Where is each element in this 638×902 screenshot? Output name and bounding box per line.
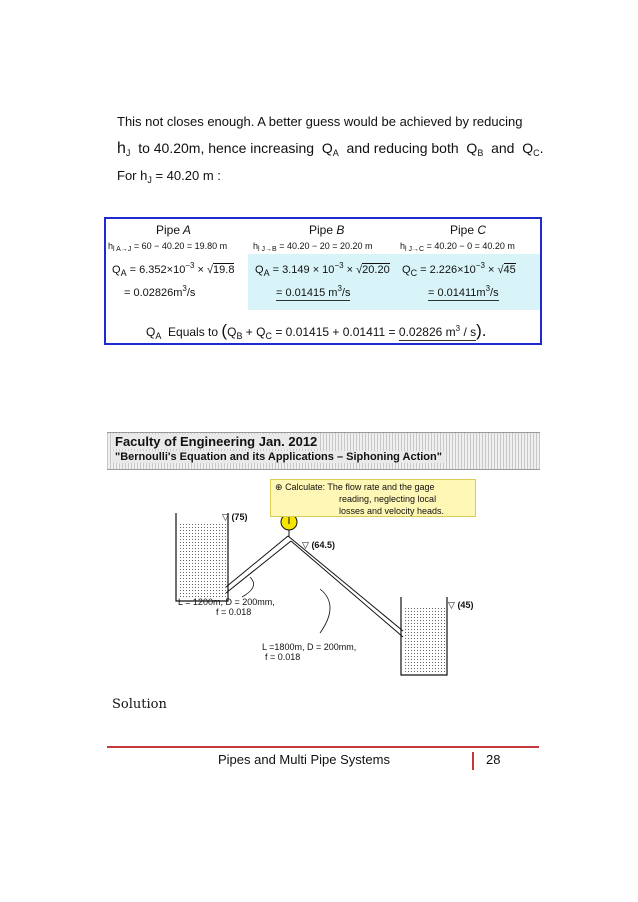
paragraph-line-1: This not closes enough. A better guess would be achieved by reducing — [117, 114, 523, 129]
symbol-h-sub: J — [125, 148, 131, 158]
flow-a-result — [124, 284, 195, 299]
flow-c-coef: = 2.226×10 — [420, 264, 476, 276]
line2-end: . — [539, 140, 544, 156]
footer-divider — [472, 752, 474, 770]
headloss-c — [400, 241, 515, 253]
summary-qc-sub: C — [265, 331, 272, 341]
pipe-2-label — [262, 642, 356, 662]
sqrt-icon: √ — [356, 264, 363, 276]
footer-rule — [107, 746, 539, 748]
header-pipe-c-word: Pipe — [450, 223, 475, 237]
summary-qc: Q — [256, 325, 266, 339]
water-level-icon: ▽ — [302, 540, 309, 550]
pipe-1-label — [178, 597, 275, 617]
calc-line-3: losses and velocity heads. — [339, 506, 445, 516]
symbol-qa: Q — [321, 140, 333, 156]
flow-b-result — [276, 284, 350, 301]
flow-b-q: Q — [255, 264, 264, 276]
summary-qa-sub: A — [155, 331, 162, 341]
lower-reservoir — [401, 597, 447, 675]
summary-qa: Q — [146, 325, 156, 339]
flow-c-unit-exp: 3 — [485, 284, 491, 293]
symbol-qb-sub: B — [477, 148, 484, 158]
headloss-b-expr: = 40.20 − 20 = 20.20 m — [279, 241, 373, 251]
line2-part2: and reducing both — [346, 140, 459, 156]
header-pipe-c-letter: C — [477, 223, 487, 237]
summary-qb: Q — [227, 325, 237, 339]
headloss-a-expr: = 60 − 40.20 = 19.80 m — [133, 241, 228, 251]
calc-bullet-icon: ⊕ — [275, 482, 283, 492]
pipe-1-leader — [242, 577, 254, 597]
headloss-c-h: h — [400, 241, 406, 251]
elevation-645-text: (64.5) — [311, 540, 335, 550]
banner-title: Faculty of Engineering Jan. 2012 — [112, 434, 320, 449]
elevation-75 — [222, 512, 247, 523]
pipe-1 — [226, 536, 291, 593]
headloss-a-sub: l A→J — [113, 246, 132, 253]
flow-c-mult: × — [487, 264, 495, 276]
headloss-a — [108, 241, 227, 253]
pipe-2 — [288, 536, 403, 637]
headloss-c-sub: l J→C — [405, 246, 425, 253]
headloss-c-expr: = 40.20 − 0 = 40.20 m — [426, 241, 515, 251]
line2-part1: to 40.20m, hence increasing — [138, 140, 315, 156]
summary-qb-sub: B — [236, 331, 243, 341]
flow-c-unit: /s — [490, 287, 499, 299]
flow-c-q: Q — [402, 264, 411, 276]
headloss-b-sub: l J→B — [258, 246, 277, 253]
headloss-a-h: h — [108, 241, 114, 251]
sqrt-icon: √ — [497, 264, 504, 276]
summary-result-exp: 3 — [455, 324, 461, 333]
flow-a-unit-exp: 3 — [182, 284, 187, 293]
summary-result: 0.02826 m — [398, 325, 456, 339]
pipe-2-leader — [320, 589, 330, 633]
flow-b-root: 20.20 — [362, 264, 390, 276]
flow-a-root: 19.8 — [213, 264, 235, 276]
calc-line-1-text: Calculate: The flow rate and the gage — [285, 482, 435, 492]
summary-plus: + — [245, 325, 253, 339]
summary-expr: = 0.01415 + 0.01411 = — [275, 325, 396, 339]
water-level-icon: ▽ — [448, 600, 455, 610]
headloss-b-h: h — [253, 241, 259, 251]
flow-c-result — [428, 284, 499, 301]
footer-title: Pipes and Multi Pipe Systems — [218, 752, 390, 767]
flow-c-root: 45 — [503, 264, 516, 276]
flow-b-coef: = 3.149 × 10 — [272, 264, 335, 276]
summary-close-paren: ). — [476, 321, 487, 340]
flow-c-result-value: = 0.01411m — [428, 287, 486, 299]
elevation-45-text: (45) — [457, 600, 474, 610]
elevation-645 — [302, 540, 335, 551]
calc-line-2: reading, neglecting local — [339, 494, 437, 504]
flow-a-unit: /s — [186, 287, 196, 299]
flow-b-result-value: = 0.01415 m — [276, 287, 338, 299]
pipe-1-label-line1: L = 1200m, D = 200mm, — [178, 597, 275, 607]
flow-c — [402, 261, 516, 278]
line2-and: and — [491, 140, 515, 156]
flow-b-exp: −3 — [334, 261, 344, 270]
flow-c-exp: −3 — [475, 261, 485, 270]
header-pipe-b-word: Pipe — [309, 223, 334, 237]
symbol-qb: Q — [466, 140, 478, 156]
summary-result-group — [399, 325, 476, 341]
header-pipe-a-letter: A — [182, 223, 191, 237]
summary-equals: Equals to — [168, 325, 219, 339]
flow-b-mult: × — [346, 264, 354, 276]
solution-heading: Solution — [112, 697, 167, 712]
symbol-qa-sub: A — [332, 148, 339, 158]
flow-a-sub: A — [120, 268, 127, 278]
flow-a-coef: = 6.352×10 — [129, 264, 186, 276]
for-hj: For h — [117, 168, 148, 183]
for-hj-value: = 40.20 m : — [155, 168, 221, 183]
symbol-qc: Q — [522, 140, 534, 156]
banner-subtitle: "Bernoulli's Equation and its Applications – Siphoning Action" — [112, 451, 445, 463]
flow-a — [112, 261, 234, 278]
flow-c-sub: C — [410, 268, 418, 278]
sqrt-icon: √ — [207, 264, 214, 276]
header-pipe-b-letter: B — [336, 223, 345, 237]
header-pipe-a — [156, 223, 191, 237]
paragraph-line-3 — [117, 168, 221, 186]
flow-b-sub: A — [263, 268, 270, 278]
upper-reservoir — [176, 513, 228, 601]
symbol-h: h — [117, 140, 126, 157]
summary-unit: / s — [463, 325, 477, 339]
water-level-icon: ▽ — [222, 512, 229, 522]
pipe-2-label-line1: L =1800m, D = 200mm, — [262, 642, 357, 652]
flow-summary — [146, 321, 487, 341]
elevation-75-text: (75) — [231, 512, 248, 522]
calculate-box — [270, 479, 476, 517]
flow-b — [255, 261, 390, 278]
header-pipe-b — [309, 223, 344, 237]
flow-b-unit: /s — [341, 287, 351, 299]
flow-b-unit-exp: 3 — [337, 284, 342, 293]
for-hj-sub: J — [147, 175, 152, 185]
calc-line-1 — [275, 481, 471, 493]
flow-a-mult: × — [197, 264, 204, 276]
pressure-gauge-icon — [281, 514, 297, 537]
header-pipe-c — [450, 223, 486, 237]
pipe-1-label-line2: f = 0.018 — [216, 607, 252, 617]
page-number: 28 — [486, 752, 501, 767]
headloss-b — [253, 241, 373, 253]
summary-open-paren: ( — [221, 321, 228, 340]
flow-a-result-value: = 0.02826m — [124, 287, 183, 299]
paragraph-line-2 — [117, 139, 544, 159]
flow-a-exp: −3 — [185, 261, 195, 270]
pipe-2-label-line2: f = 0.018 — [265, 652, 301, 662]
flow-a-q: Q — [112, 264, 121, 276]
header-pipe-a-word: Pipe — [156, 223, 181, 237]
symbol-qc-sub: C — [533, 148, 540, 158]
elevation-45 — [448, 600, 473, 611]
